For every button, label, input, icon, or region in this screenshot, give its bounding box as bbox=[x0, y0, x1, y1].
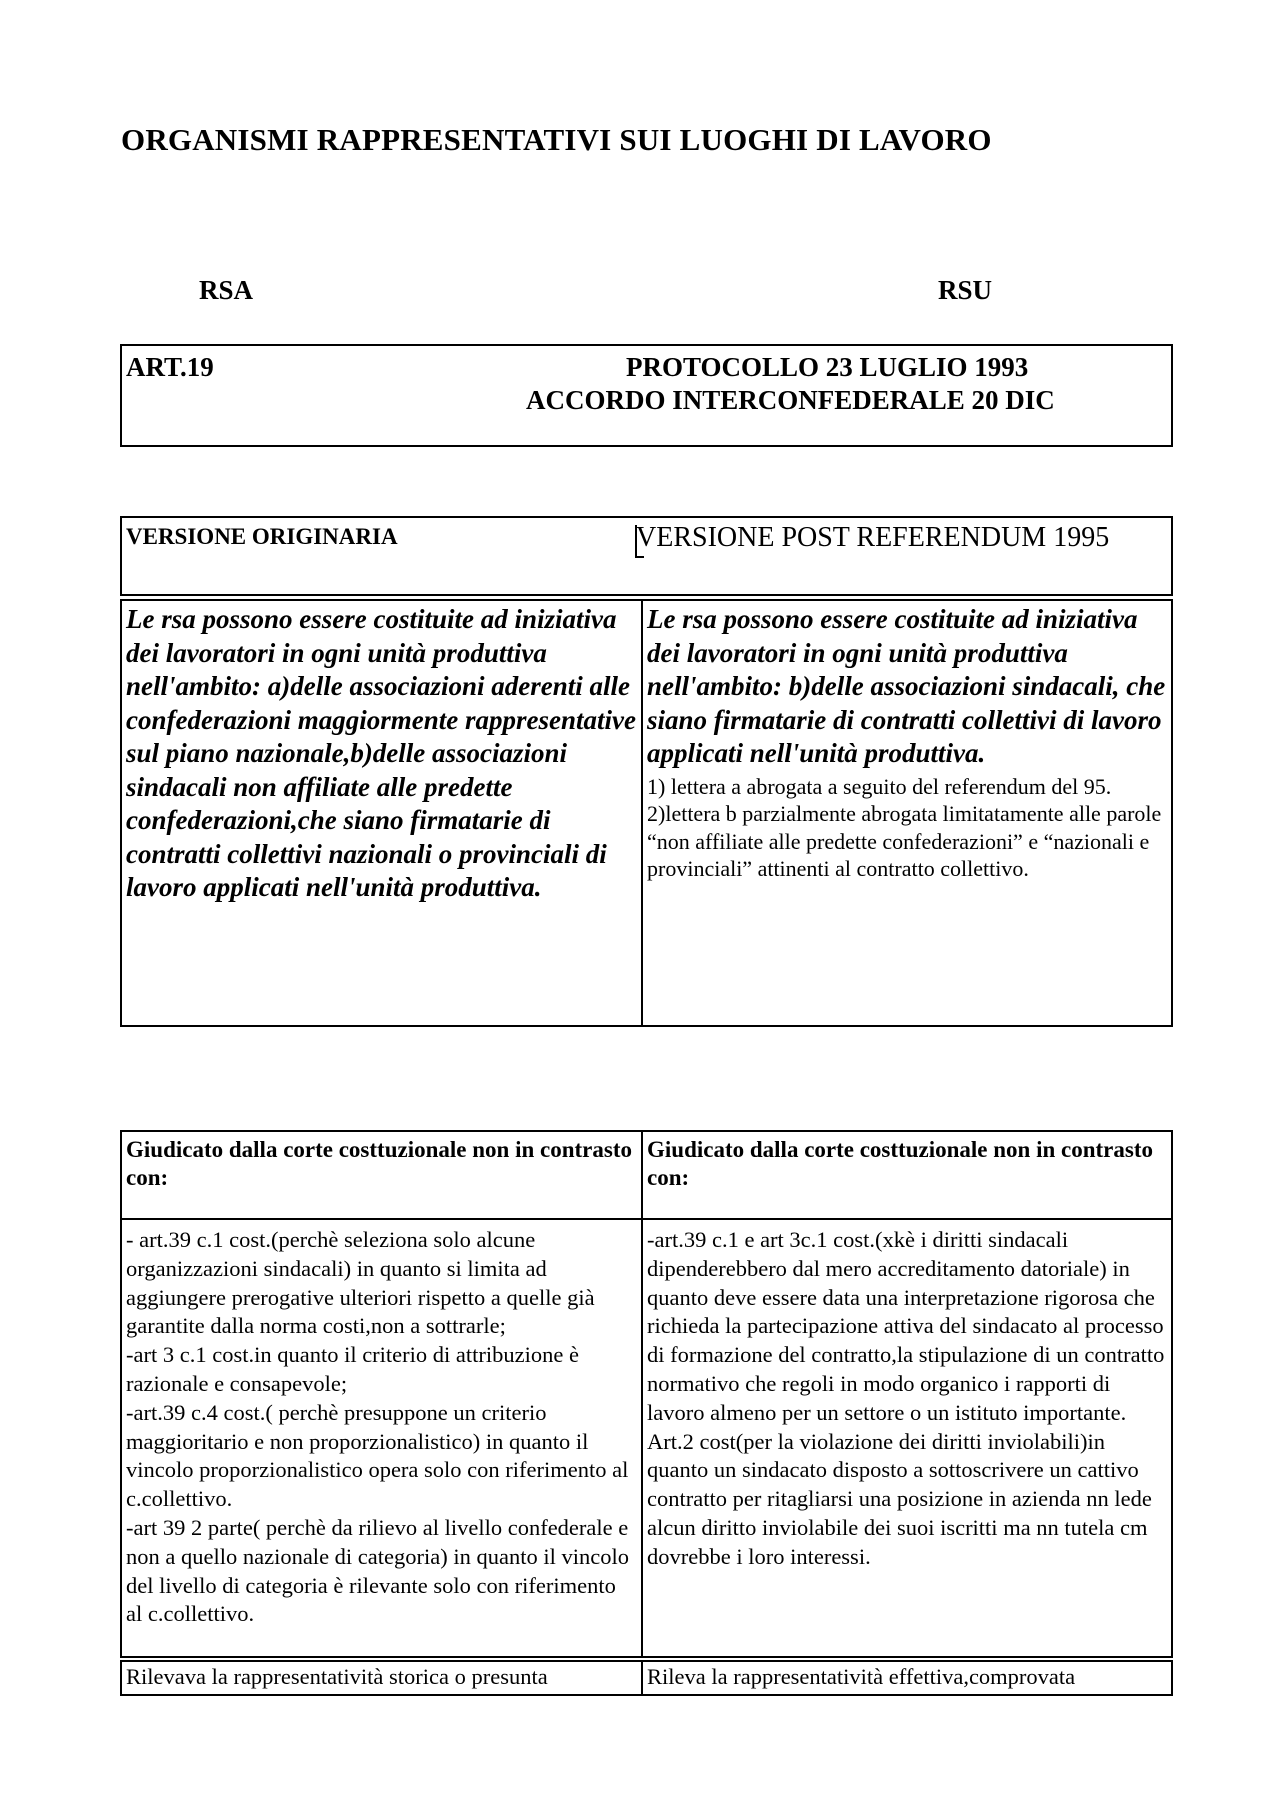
post-referendum-text: Le rsa possono essere costituite ad iniziativa dei lavoratori in ogni unità produttiva nell'ambito: b)delle associazioni sindacali, che siano firmatarie di contratti collettivi di lavoro applicati nell'unità produttiva. bbox=[647, 604, 1166, 768]
judgement-left-item: - art.39 c.1 cost.(perchè seleziona solo alcune organizzazioni sindacali) in quanto si limita ad aggiungere prerogative ulteriori rispetto a quelle già garantite dalla norma costi,non a sottrarle; bbox=[126, 1227, 595, 1339]
judgement-left-item: -art 39 2 parte( perchè da rilievo al livello confederale e non a quello nazionale di categoria) in quanto il vincolo del livello di categoria è rilevante solo con riferimento al c.collettivo. bbox=[126, 1514, 629, 1627]
referendum-notes bbox=[647, 773, 1167, 883]
referendum-note-1: 1) lettera a abrogata a seguito del referendum del 95. bbox=[647, 773, 1112, 799]
protocol-line-2: ACCORDO INTERCONFEDERALE 20 DIC bbox=[526, 385, 1055, 415]
judgement-header-row bbox=[122, 1132, 1171, 1220]
versions-header-box bbox=[120, 516, 1173, 596]
page-title: ORGANISMI RAPPRESENTATIVI SUI LUOGHI DI LAVORO bbox=[121, 122, 992, 157]
judgement-right-cell bbox=[643, 1220, 1171, 1656]
judgement-left-item: -art.39 c.4 cost.( perchè presuppone un criterio maggioritario e non proporzionalistico) in quanto il vincolo proporzionalistico opera solo con riferimento al c.collettivo. bbox=[126, 1399, 629, 1512]
judgement-header-right: Giudicato dalla corte costtuzionale non in contrasto con: bbox=[647, 1137, 1153, 1190]
constitutional-judgement-table bbox=[120, 1130, 1173, 1658]
judgement-body-row bbox=[122, 1220, 1171, 1656]
rsu-label: RSU bbox=[938, 275, 993, 305]
effective-representativeness: Rileva la rappresentatività effettiva,comprovata bbox=[647, 1664, 1076, 1689]
art19-label: ART.19 bbox=[126, 352, 214, 382]
referendum-note-2: 2)lettera b parzialmente abrogata limitatamente alle parole “non affiliate alle predette confederazioni” e “nazionali e provinciali” attinenti al contratto collettivo. bbox=[647, 801, 1162, 881]
historic-representativeness: Rilevava la rappresentatività storica o presunta bbox=[122, 1662, 643, 1694]
judgement-left-cell bbox=[122, 1220, 643, 1656]
protocol-line-1: PROTOCOLLO 23 LUGLIO 1993 bbox=[626, 352, 1029, 382]
post-referendum-header: VERSIONE POST REFERENDUM 1995 bbox=[636, 522, 1110, 553]
post-referendum-cell bbox=[643, 601, 1171, 1025]
original-version-text: Le rsa possono essere costituite ad iniziativa dei lavoratori in ogni unità produttiva nell'ambito: a)delle associazioni aderenti alle confederazioni maggiormente rappresentative sul piano nazionale,b)delle associazioni sindacali non affiliate alle predette confederazioni,che siano firmatarie di contratti collettivi nazionali o provinciali di lavoro applicati nell'unità produttiva. bbox=[126, 604, 636, 902]
judgement-left-item: -art 3 c.1 cost.in quanto il criterio di attribuzione è razionale e consapevole; bbox=[126, 1342, 579, 1396]
representativeness-row bbox=[120, 1660, 1173, 1696]
versions-text-box bbox=[120, 599, 1173, 1027]
original-version-cell bbox=[122, 601, 643, 1025]
judgement-header-left: Giudicato dalla corte costtuzionale non in contrasto con: bbox=[122, 1132, 643, 1218]
rsa-label: RSA bbox=[199, 275, 254, 305]
judgement-right-item: -art.39 c.1 e art 3c.1 cost.(xkè i diritti sindacali dipenderebbero dal mero accreditamento datoriale) in quanto deve essere data una interpretazione rigorosa che richieda la partecipazione attiva del sindacato al processo di formazione del contratto,la stipulazione di un contratto normativo che regoli in modo organico i rapporti di lavoro almeno per un settore o un istituto importante. bbox=[647, 1227, 1165, 1425]
judgement-right-item: Art.2 cost(per la violazione dei diritti inviolabili)in quanto un sindacato disposto a sottoscrivere un cattivo contratto per ritagliarsi una posizione in azienda nn lede alcun diritto inviolabile dei suoi iscritti ma nn tutela cm dovrebbe i loro interessi. bbox=[647, 1428, 1152, 1569]
original-version-header: VERSIONE ORIGINARIA bbox=[126, 524, 398, 549]
legal-basis-box bbox=[120, 344, 1173, 447]
